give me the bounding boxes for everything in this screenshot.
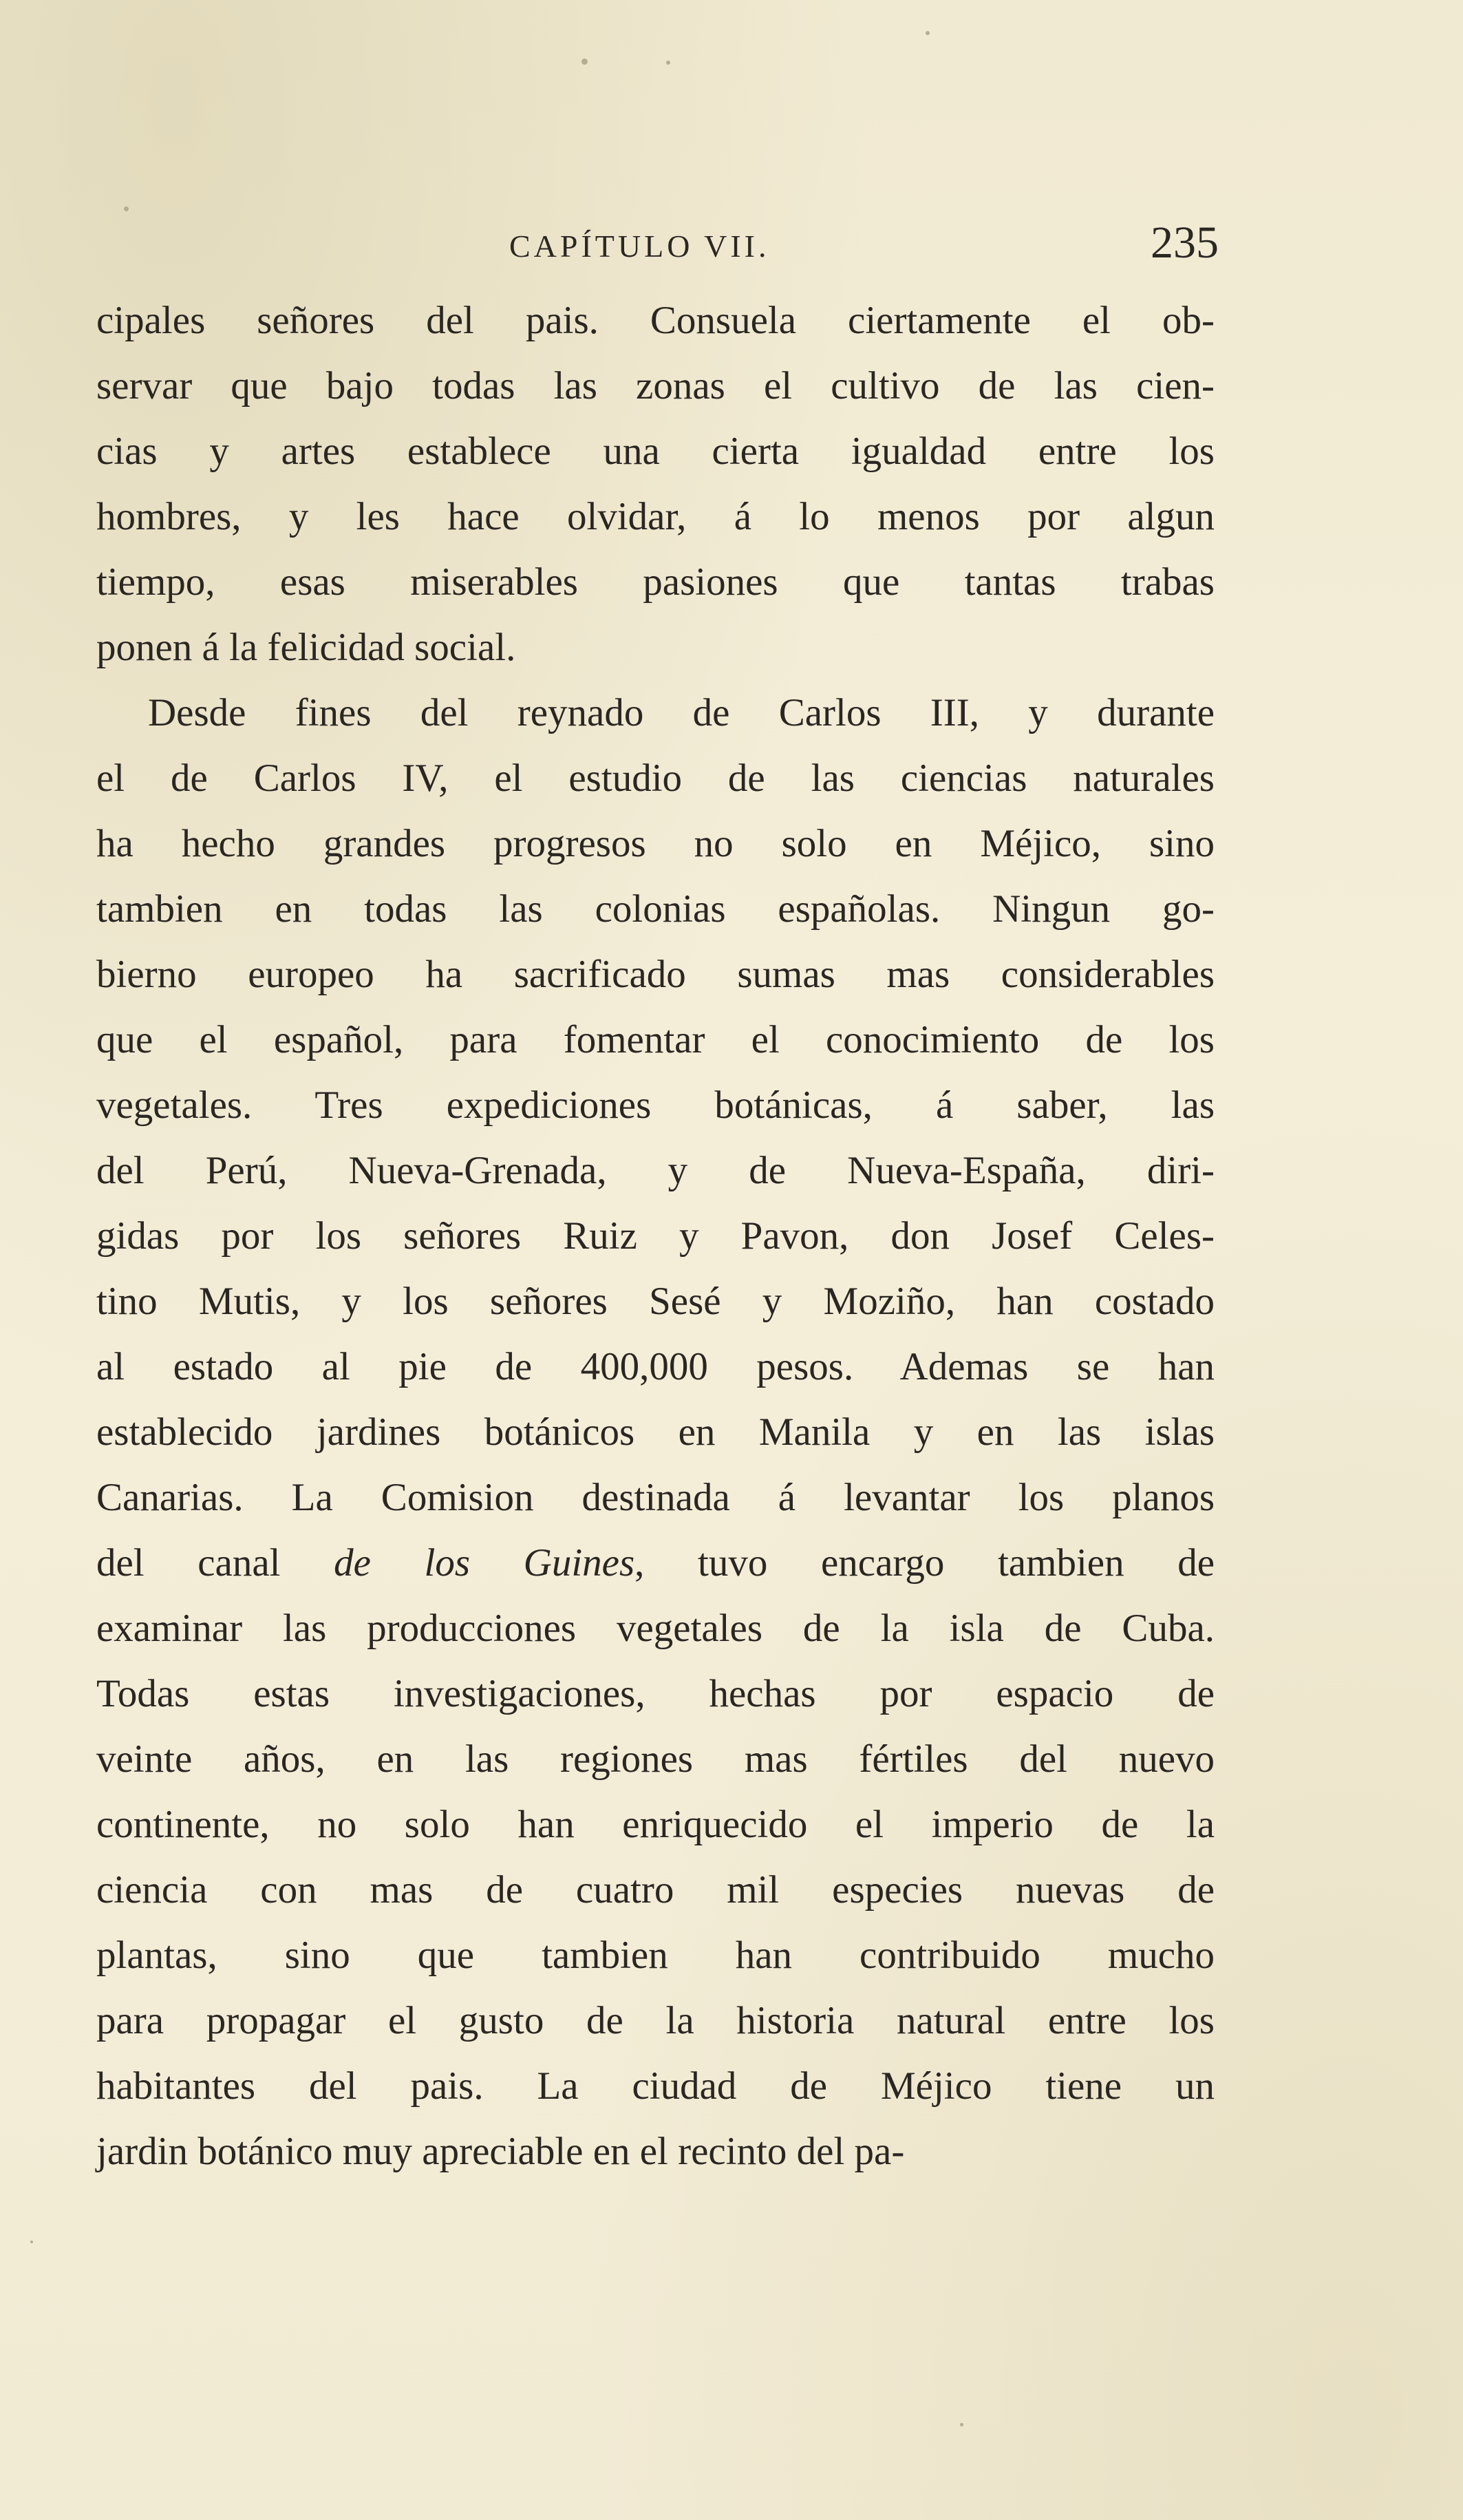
text-line: ponen á la felicidad social. (96, 626, 516, 669)
text-run: del canal (96, 1541, 334, 1585)
text-line: que el español, para fomentar el conocimiento de los (96, 1018, 1215, 1061)
italic-place-name: de los Guines (334, 1541, 635, 1585)
text-line: jardin botánico muy apreciable en el recinto del pa- (96, 2130, 905, 2173)
page-number: 235 (1151, 218, 1219, 268)
text-line: continente, no solo han enriquecido el imperio de la (96, 1803, 1215, 1846)
text-line: al estado al pie de 400,000 pesos. Ademas se han (96, 1345, 1215, 1388)
text-line-with-italic (96, 1530, 1215, 1596)
text-line: tambien en todas las colonias españolas. Ningun go- (96, 887, 1215, 931)
text-line: el de Carlos IV, el estudio de las ciencias naturales (96, 756, 1215, 800)
text-line: del Perú, Nueva-Grenada, y de Nueva-España, diri- (96, 1149, 1215, 1192)
text-line: servar que bajo todas las zonas el cultivo de las cien- (96, 364, 1215, 407)
text-line: ciencia con mas de cuatro mil especies nuevas de (96, 1868, 1215, 1912)
running-head: CAPÍTULO VII. (509, 229, 770, 264)
text-line: Canarias. La Comision destinada á levantar los planos (96, 1476, 1215, 1519)
text-line: bierno europeo ha sacrificado sumas mas considerables (96, 953, 1215, 996)
text-line: gidas por los señores Ruiz y Pavon, don Josef Celes- (96, 1214, 1215, 1258)
text-line: cipales señores del pais. Consuela ciertamente el ob- (96, 299, 1215, 342)
text-line: ha hecho grandes progresos no solo en Méjico, sino (96, 822, 1215, 865)
text-line: habitantes del pais. La ciudad de Méjico tiene un (96, 2064, 1215, 2108)
text-line: plantas, sino que tambien han contribuido mucho (96, 1934, 1215, 1977)
text-line: tiempo, esas miserables pasiones que tantas trabas (96, 560, 1215, 604)
text-line: veinte años, en las regiones mas fértiles del nuevo (96, 1737, 1215, 1781)
text-line: examinar las producciones vegetales de la isla de Cuba. (96, 1607, 1215, 1650)
text-line: Desde fines del reynado de Carlos III, y durante (148, 691, 1215, 734)
text-line: Todas estas investigaciones, hechas por espacio de (96, 1672, 1215, 1715)
text-line: para propagar el gusto de la historia natural entre los (96, 1999, 1215, 2042)
text-run: , tuvo encargo tambien de (634, 1541, 1215, 1585)
body-text (96, 288, 1215, 2184)
text-line: vegetales. Tres expediciones botánicas, á saber, las (96, 1083, 1215, 1127)
text-line: establecido jardines botánicos en Manila y en las islas (96, 1410, 1215, 1454)
text-line: cias y artes establece una cierta igualdad entre los (96, 430, 1215, 473)
text-line: tino Mutis, y los señores Sesé y Moziño, han costado (96, 1280, 1215, 1323)
page-header (96, 217, 1219, 272)
text-line: hombres, y les hace olvidar, á lo menos por algun (96, 495, 1215, 538)
